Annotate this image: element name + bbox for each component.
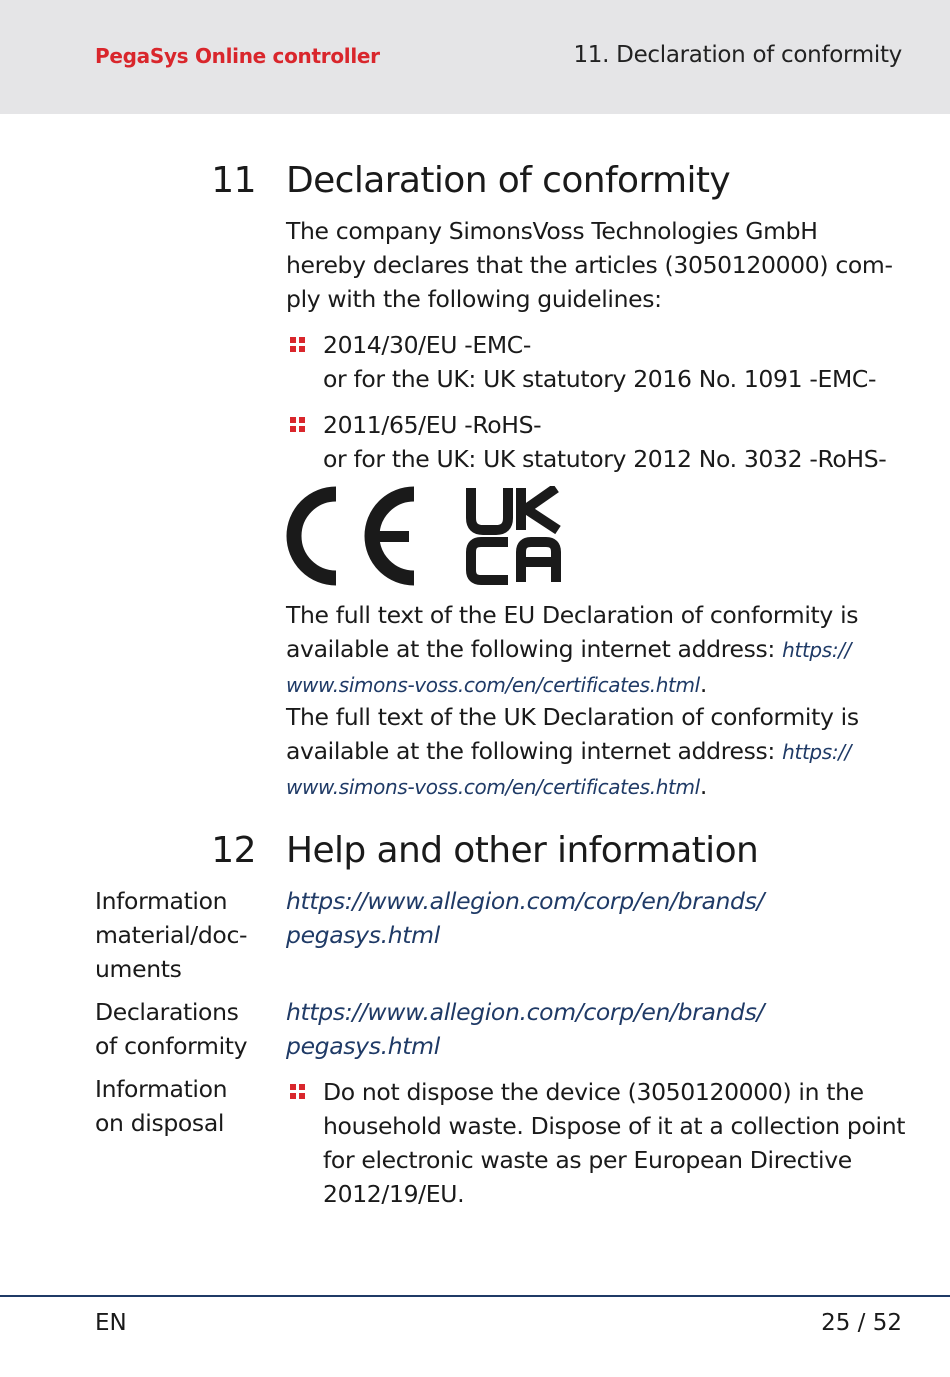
uk-declaration-text: The full text of the UK Declaration of conformity is available at the following internet address: https:// www.simons-voss.com/en/certificates.html. (286, 703, 859, 800)
declarations-label: Declarations of conformity (95, 998, 248, 1060)
page-header (0, 0, 950, 114)
certificates-link[interactable]: www.simons-voss.com/en/certificates.html (286, 673, 700, 697)
section-number: 11 (211, 160, 256, 201)
chapter-title: 11. Declaration of conformity (573, 42, 902, 68)
bullet-icon (290, 417, 306, 433)
bullet-icon (290, 1084, 306, 1100)
disposal-label: Information on disposal (95, 1075, 228, 1137)
language-code: EN (95, 1310, 127, 1336)
eu-declaration-text: The full text of the EU Declaration of conformity is available at the following internet address: https:// www.simons-voss.com/en/certificates.html. (286, 601, 859, 698)
certificates-link[interactable]: https:// (782, 638, 852, 662)
declarations-link[interactable]: https://www.allegion.com/corp/en/brands/ pegasys.html (286, 998, 765, 1060)
info-material-link[interactable]: https://www.allegion.com/corp/en/brands/ pegasys.html (286, 887, 765, 949)
section-title: Help and other information (286, 830, 759, 871)
conformity-marks (284, 486, 564, 586)
product-name: PegaSys Online controller (95, 44, 380, 68)
ce-mark-icon (294, 494, 414, 578)
certificates-link[interactable]: https:// (782, 740, 852, 764)
intro-paragraph: The company SimonsVoss Technologies GmbH hereby declares that the articles (3050120000) com- ply with the following guidelines: (286, 217, 893, 313)
ukca-mark-icon (471, 488, 558, 582)
page-number: 25 / 52 (821, 1310, 902, 1336)
info-material-label: Information material/doc- uments (95, 887, 248, 983)
section-number: 12 (211, 830, 256, 871)
footer-divider (0, 1295, 950, 1297)
section-title: Declaration of conformity (286, 160, 731, 201)
bullet-icon (290, 337, 306, 353)
certificates-link[interactable]: www.simons-voss.com/en/certificates.html (286, 775, 700, 799)
